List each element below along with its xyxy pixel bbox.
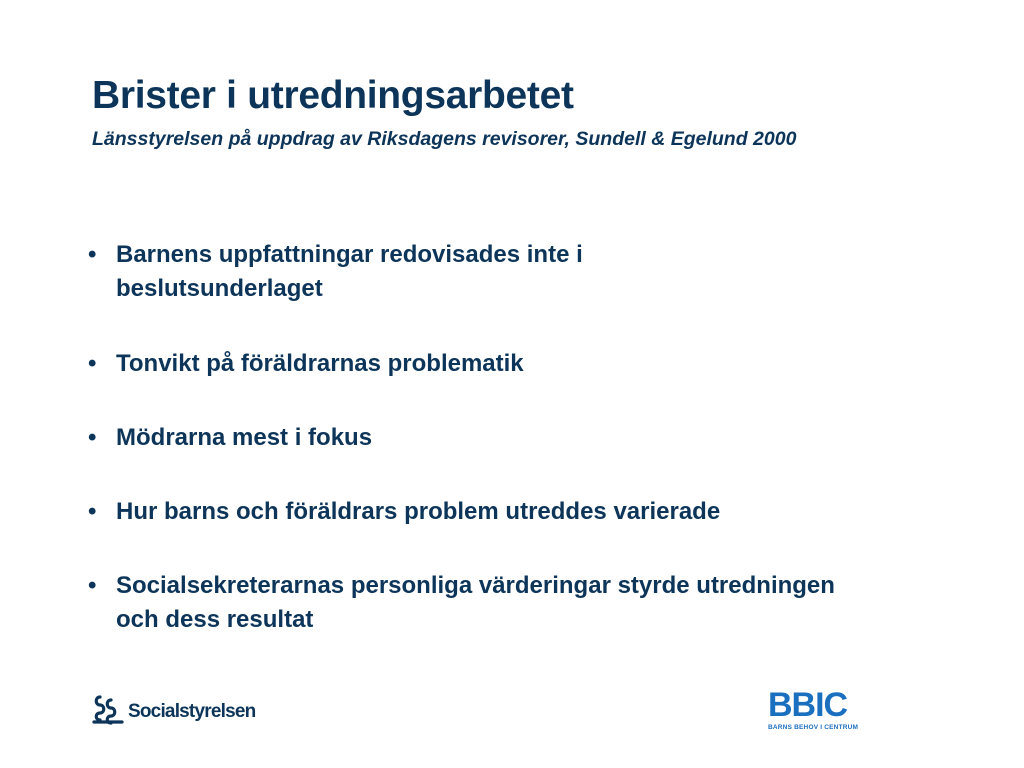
bullet-item: [88, 238, 848, 306]
bullet-marker: •: [88, 498, 97, 525]
slide-title: Brister i utredningsarbetet: [92, 74, 574, 117]
bullet-item: [88, 495, 848, 529]
bbic-logo: [768, 688, 880, 736]
bullet-text: Hur barns och föräldrars problem utreddes varierade: [116, 498, 721, 525]
socialstyrelsen-logo: [91, 693, 255, 727]
bullet-text: Socialsekreterarnas personliga värderingar styrde utredningen och dess resultat: [116, 572, 835, 633]
bullet-marker: •: [88, 241, 97, 268]
bullet-marker: •: [88, 424, 97, 451]
bbic-wordmark: BBIC: [768, 686, 848, 724]
bullet-text: Tonvikt på föräldrarnas problematik: [116, 350, 524, 377]
bullet-item: [88, 569, 848, 637]
bbic-tagline: BARNS BEHOV I CENTRUM: [768, 724, 859, 731]
bullet-marker: •: [88, 572, 97, 599]
bullet-marker: •: [88, 350, 97, 377]
bullet-item: [88, 421, 848, 455]
bullet-text: Barnens uppfattningar redovisades inte i beslutsunderlaget: [116, 241, 583, 302]
socialstyrelsen-emblem-icon: [91, 693, 125, 727]
socialstyrelsen-wordmark: Socialstyrelsen: [128, 701, 256, 722]
slide-subtitle: Länsstyrelsen på uppdrag av Riksdagens revisorer, Sundell & Egelund 2000: [92, 128, 797, 150]
bullet-text: Mödrarna mest i fokus: [116, 424, 373, 451]
bullet-item: [88, 347, 848, 381]
